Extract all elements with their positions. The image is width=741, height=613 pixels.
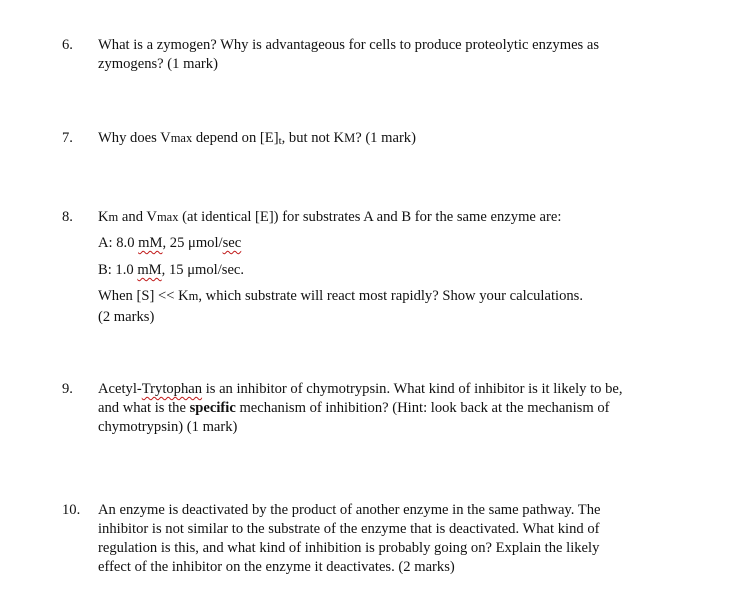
question-line: and what is the specific mechanism of inhibition? (Hint: look back at the mechanism of xyxy=(98,400,610,416)
question-line: effect of the inhibitor on the enzyme it deactivates. (2 marks) xyxy=(98,559,455,575)
question-line: zymogens? (1 mark) xyxy=(98,56,218,72)
question-number: 6. xyxy=(62,37,73,53)
question-line: inhibitor is not similar to the substrate of the enzyme that is deactivated. What kind of xyxy=(98,521,600,537)
question-number: 8. xyxy=(62,209,73,225)
marks-line: (2 marks) xyxy=(98,309,155,325)
question-number: 7. xyxy=(62,130,73,146)
question-text xyxy=(98,129,678,151)
question-text xyxy=(98,380,678,437)
question-line: An enzyme is deactivated by the product of another enzyme in the same pathway. The xyxy=(98,502,601,518)
question-line: Km and Vmax (at identical [E]) for substrates A and B for the same enzyme are: xyxy=(98,209,562,225)
question-text xyxy=(98,36,678,74)
question-line: Why does Vmax depend on [E]t, but not KM? (1 mark) xyxy=(98,130,416,147)
question-line: regulation is this, and what kind of inhibition is probably going on? Explain the likely xyxy=(98,540,600,556)
substrate-b-line: B: 1.0 mM, 15 μmol/sec. xyxy=(98,262,245,278)
question-line: Acetyl-Trytophan is an inhibitor of chymotrypsin. What kind of inhibitor is it likely to be, xyxy=(98,381,623,397)
question-line: What is a zymogen? Why is advantageous for cells to produce proteolytic enzymes as xyxy=(98,37,600,53)
question-number: 10. xyxy=(62,502,81,518)
question-line: When [S] << Km, which substrate will react most rapidly? Show your calculations. xyxy=(98,288,583,304)
question-number: 9. xyxy=(62,381,73,397)
question-line: chymotrypsin) (1 mark) xyxy=(98,419,238,435)
question-text xyxy=(98,501,678,577)
substrate-a-line: A: 8.0 mM, 25 μmol/sec xyxy=(98,235,242,251)
